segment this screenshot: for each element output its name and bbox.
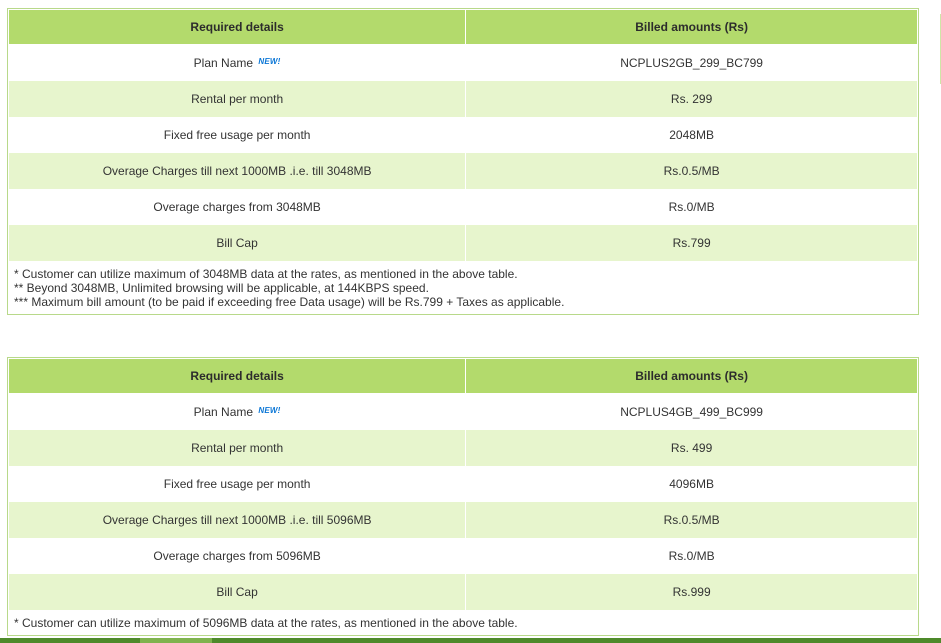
column-header-required-details: Required details (9, 10, 466, 45)
row-value: NCPLUS2GB_299_BC799 (466, 45, 918, 82)
table-row-overage-next (9, 153, 918, 189)
new-badge-icon: NEW! (258, 57, 281, 66)
column-header-billed-amounts: Billed amounts (Rs) (466, 10, 918, 45)
column-header-required-details: Required details (9, 359, 466, 394)
row-label: Rental per month (9, 81, 466, 117)
row-label-text: Plan Name (193, 56, 254, 70)
plan-details-table (8, 9, 918, 261)
table-row-rental (9, 81, 918, 117)
plan-details-table (8, 358, 918, 610)
row-value: Rs.799 (466, 225, 918, 261)
row-value: Rs. 499 (466, 430, 918, 466)
table-row-plan-name (9, 394, 918, 431)
table-row-overage-next (9, 502, 918, 538)
row-value: Rs.999 (466, 574, 918, 610)
row-value: Rs.0.5/MB (466, 502, 918, 538)
row-label: Rental per month (9, 430, 466, 466)
table-header-row (9, 359, 918, 394)
bottom-bar-tab[interactable] (140, 638, 212, 643)
table-row-overage-from (9, 189, 918, 225)
row-label: Fixed free usage per month (9, 117, 466, 153)
table-row-bill-cap (9, 574, 918, 610)
table-row-rental (9, 430, 918, 466)
plan-table-1 (7, 8, 919, 315)
plan-notes (8, 610, 918, 635)
plan-table-2 (7, 357, 919, 636)
table-header-row (9, 10, 918, 45)
row-label: Bill Cap (9, 574, 466, 610)
page-right-edge (934, 0, 941, 643)
column-header-billed-amounts: Billed amounts (Rs) (466, 359, 918, 394)
table-row-bill-cap (9, 225, 918, 261)
row-value: Rs. 299 (466, 81, 918, 117)
table-row-overage-from (9, 538, 918, 574)
table-row-free-usage (9, 466, 918, 502)
row-label: Fixed free usage per month (9, 466, 466, 502)
row-value: NCPLUS4GB_499_BC999 (466, 394, 918, 431)
new-badge-icon: NEW! (258, 406, 281, 415)
bottom-bar (0, 638, 941, 643)
plan-notes (8, 261, 918, 314)
row-label: Overage Charges till next 1000MB .i.e. till 3048MB (9, 153, 466, 189)
row-label: Overage charges from 3048MB (9, 189, 466, 225)
row-value: 4096MB (466, 466, 918, 502)
row-label: Bill Cap (9, 225, 466, 261)
table-row-free-usage (9, 117, 918, 153)
note-line: * Customer can utilize maximum of 5096MB data at the rates, as mentioned in the above table. (14, 616, 518, 630)
edge-decoration (936, 14, 941, 84)
row-label (9, 45, 466, 82)
row-label (9, 394, 466, 431)
row-label: Overage charges from 5096MB (9, 538, 466, 574)
note-line: *** Maximum bill amount (to be paid if exceeding free Data usage) will be Rs.799 + Taxes as applicable. (14, 295, 565, 309)
note-line: ** Beyond 3048MB, Unlimited browsing will be applicable, at 144KBPS speed. (14, 281, 429, 295)
row-value: Rs.0.5/MB (466, 153, 918, 189)
row-label: Overage Charges till next 1000MB .i.e. till 5096MB (9, 502, 466, 538)
row-label-text: Plan Name (193, 405, 254, 419)
note-line: * Customer can utilize maximum of 3048MB data at the rates, as mentioned in the above table. (14, 267, 518, 281)
row-value: Rs.0/MB (466, 538, 918, 574)
row-value: 2048MB (466, 117, 918, 153)
table-row-plan-name (9, 45, 918, 82)
row-value: Rs.0/MB (466, 189, 918, 225)
